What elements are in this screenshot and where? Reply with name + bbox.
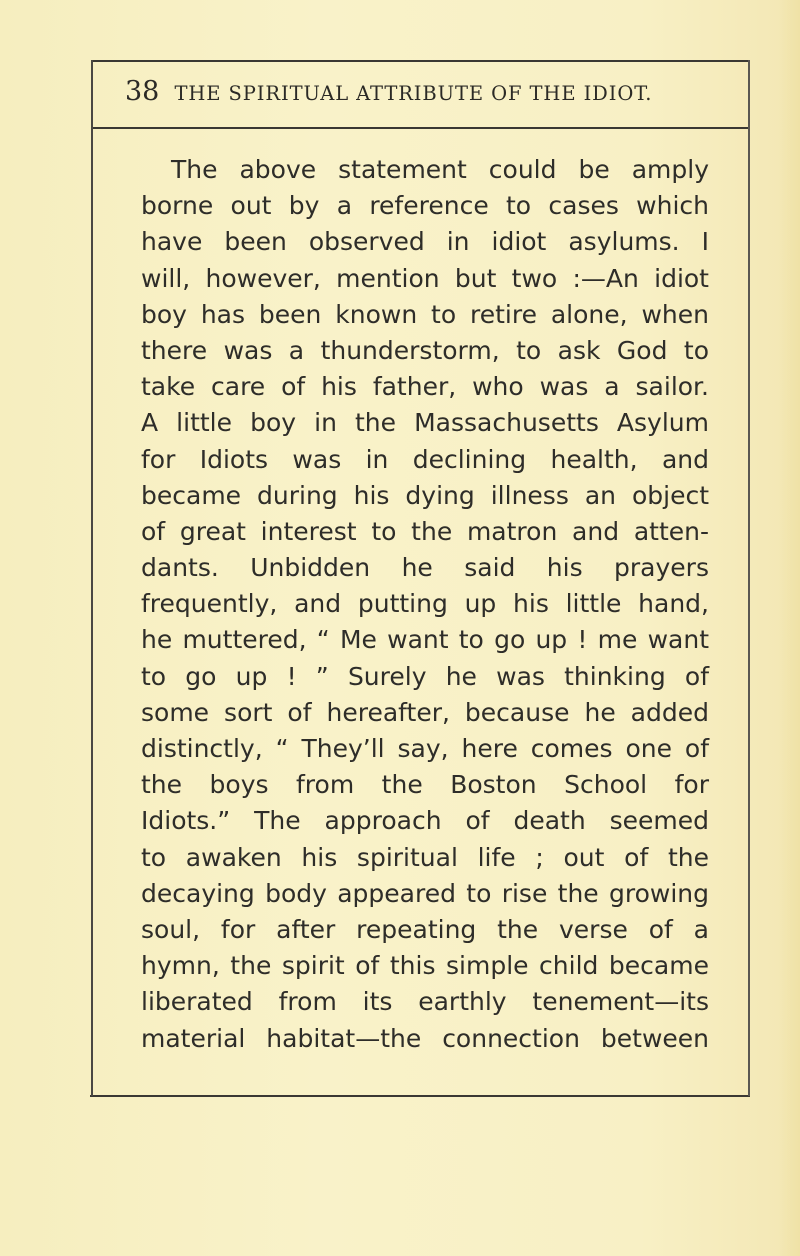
header-rule [92,127,748,129]
text-line: to go up ! ” Surely he was thinking of [141,661,709,691]
page-edge-shadow [778,0,800,1256]
text-line: Idiots.” The approach of death seemed [141,806,709,836]
body-text [141,152,709,1057]
text-line: A little boy in the Massachusetts Asylum [141,408,709,438]
text-line: have been observed in idiot asylums. I [141,227,709,257]
frame-right-rule [748,60,750,1096]
text-line: material habitat—the connection between [141,1023,709,1053]
text-line: frequently, and putting up his little hand, [141,589,709,619]
page-header [125,76,725,116]
text-line: became during his dying illness an object [141,480,709,510]
text-line: soul, for after repeating the verse of a [141,914,709,944]
text-line: the boys from the Boston School for [141,770,709,800]
text-line: distinctly, “ They’ll say, here comes one of [141,734,709,763]
text-line: of great interest to the matron and atten- [141,516,709,546]
frame-bottom-rule [90,1095,750,1097]
page-number: 38 [125,76,160,107]
text-line: he muttered, “ Me want to go up ! me want [141,625,709,655]
frame-left-rule [91,60,93,1096]
frame-top-rule [92,60,750,62]
text-line: hymn, the spirit of this simple child became [141,951,709,981]
text-line: for Idiots was in declining health, and [141,444,709,474]
text-line: take care of his father, who was a sailor. [141,372,709,402]
text-line: to awaken his spiritual life ; out of the [141,842,709,872]
text-line: decaying body appeared to rise the growing [141,878,709,908]
text-line: will, however, mention but two :—An idiot [141,263,709,293]
text-line: liberated from its earthly tenement—its [141,987,709,1017]
text-line: boy has been known to retire alone, when [141,299,709,329]
text-line: dants. Unbidden he said his prayers [141,553,709,583]
text-line: there was a thunderstorm, to ask God to [141,335,709,365]
text-line: The above statement could be amply [171,155,709,184]
text-line: borne out by a reference to cases which [141,191,709,221]
text-line: some sort of hereafter, because he added [141,697,709,727]
running-head: THE SPIRITUAL ATTRIBUTE OF THE IDIOT. [174,82,653,105]
